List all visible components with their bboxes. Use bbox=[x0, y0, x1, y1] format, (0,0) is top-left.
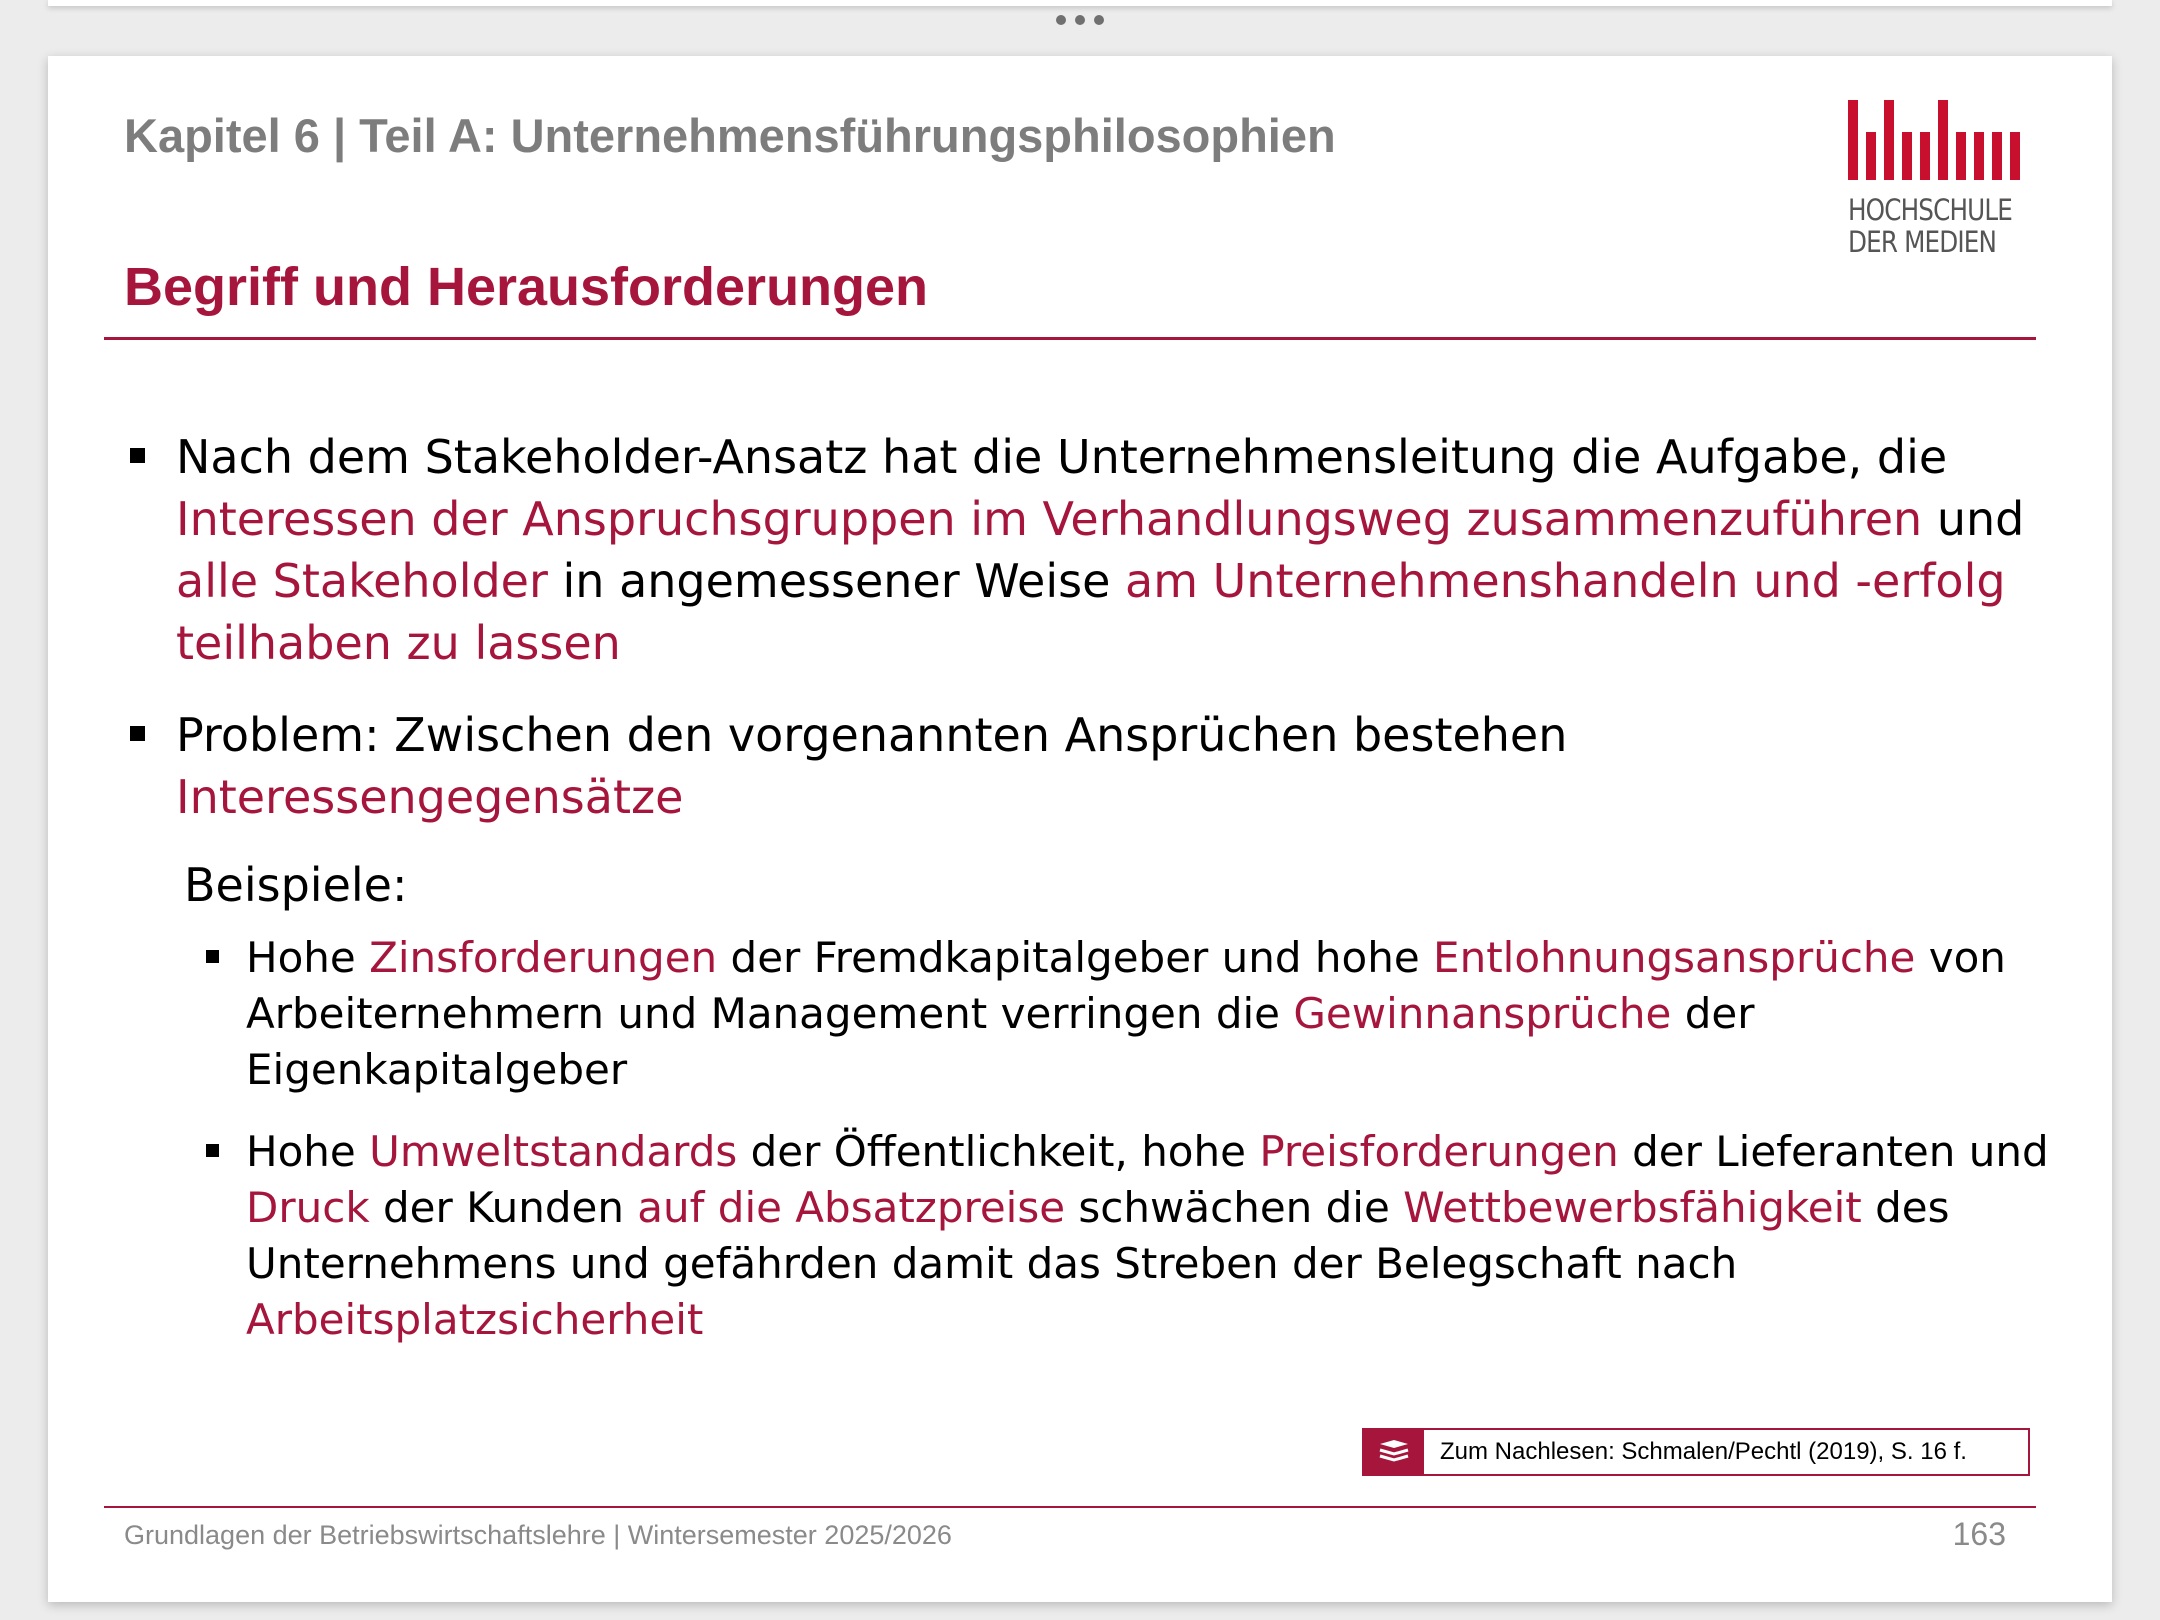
highlighted-text: Umweltstandards bbox=[369, 1127, 738, 1176]
text-segment: Hohe bbox=[246, 933, 370, 982]
highlighted-text: Zinsforderungen bbox=[369, 933, 718, 982]
text-segment: und bbox=[1922, 492, 2025, 546]
chapter-heading: Kapitel 6 | Teil A: Unternehmensführungsphilosophien bbox=[124, 109, 1336, 162]
logo-line-1: HOCHSCHULE bbox=[1848, 193, 2012, 227]
more-options-icon[interactable] bbox=[1056, 10, 1104, 30]
bullet-square-icon bbox=[130, 726, 145, 741]
text-segment: schwächen die bbox=[1065, 1183, 1404, 1232]
logo-bars-icon bbox=[1848, 100, 2028, 180]
dot bbox=[1075, 15, 1085, 25]
bullet-item bbox=[124, 426, 2064, 674]
title-divider bbox=[104, 337, 2036, 340]
text-segment: der Kunden bbox=[369, 1183, 638, 1232]
text-segment: des Unternehmens und gefährden damit das Streben der Belegschaft nach bbox=[246, 1183, 1950, 1288]
footer-divider bbox=[104, 1506, 2036, 1508]
example-text bbox=[246, 1127, 2049, 1344]
slide bbox=[48, 56, 2112, 1602]
text-segment: der Öffentlichkeit, hohe bbox=[737, 1127, 1260, 1176]
slide-title: Begriff und Herausforderungen bbox=[124, 257, 929, 317]
highlighted-text: Interessen der Anspruchsgruppen im Verhandlungsweg zusammenzuführen bbox=[176, 492, 1923, 546]
example-item bbox=[124, 1124, 2064, 1348]
bullet-text bbox=[176, 708, 1567, 824]
bullet-square-icon bbox=[206, 950, 219, 963]
highlighted-text: alle Stakeholder bbox=[176, 554, 548, 608]
text-segment: der Fremdkapitalgeber und hohe bbox=[717, 933, 1434, 982]
highlighted-text: Druck bbox=[246, 1183, 370, 1232]
text-segment: in angemessener Weise bbox=[547, 554, 1126, 608]
text-segment: Hohe bbox=[246, 1127, 370, 1176]
text-segment: von Arbeiternehmern und Management verringen die bbox=[246, 933, 2006, 1038]
example-item bbox=[124, 930, 2064, 1098]
example-text bbox=[246, 933, 2006, 1094]
highlighted-text: Arbeitsplatzsicherheit bbox=[246, 1295, 704, 1344]
bullet-item bbox=[124, 704, 2064, 828]
bullet-square-icon bbox=[206, 1144, 219, 1157]
page-number: 163 bbox=[1952, 1516, 2006, 1552]
reading-note-text: Zum Nachlesen: Schmalen/Pechtl (2019), S. 16 f. bbox=[1440, 1438, 1967, 1465]
bullet-square-icon bbox=[130, 448, 145, 463]
bullet-text bbox=[176, 430, 2024, 670]
highlighted-text: Entlohnungsansprüche bbox=[1433, 933, 1916, 982]
slide-content bbox=[124, 426, 2064, 1348]
highlighted-text: Gewinnansprüche bbox=[1293, 989, 1672, 1038]
highlighted-text: Wettbewerbsfähigkeit bbox=[1403, 1183, 1862, 1232]
highlighted-text: Interessengegensätze bbox=[176, 770, 684, 824]
text-segment: Problem: Zwischen den vorgenannten Ansprüchen bestehen bbox=[176, 708, 1568, 762]
footer-course: Grundlagen der Betriebswirtschaftslehre | Wintersemester 2025/2026 bbox=[124, 1520, 952, 1550]
text-segment: der Eigenkapitalgeber bbox=[246, 989, 1755, 1094]
examples-label: Beispiele: bbox=[184, 858, 408, 912]
dot bbox=[1056, 15, 1066, 25]
text-segment: der Lieferanten und bbox=[1618, 1127, 2049, 1176]
university-logo bbox=[1848, 100, 2028, 260]
text-segment: Nach dem Stakeholder-Ansatz hat die Unternehmensleitung die Aufgabe, die bbox=[176, 430, 1948, 484]
highlighted-text: Preisforderungen bbox=[1259, 1127, 1619, 1176]
reading-reference bbox=[1362, 1428, 2030, 1476]
book-stack-icon bbox=[1364, 1430, 1424, 1474]
dot bbox=[1094, 15, 1104, 25]
logo-line-2: DER MEDIEN bbox=[1848, 225, 1997, 259]
previous-slide-edge[interactable] bbox=[48, 0, 2112, 6]
highlighted-text: am Unternehmenshandeln und -erfolg teilhaben zu lassen bbox=[176, 554, 2006, 670]
highlighted-text: auf die Absatzpreise bbox=[637, 1183, 1066, 1232]
